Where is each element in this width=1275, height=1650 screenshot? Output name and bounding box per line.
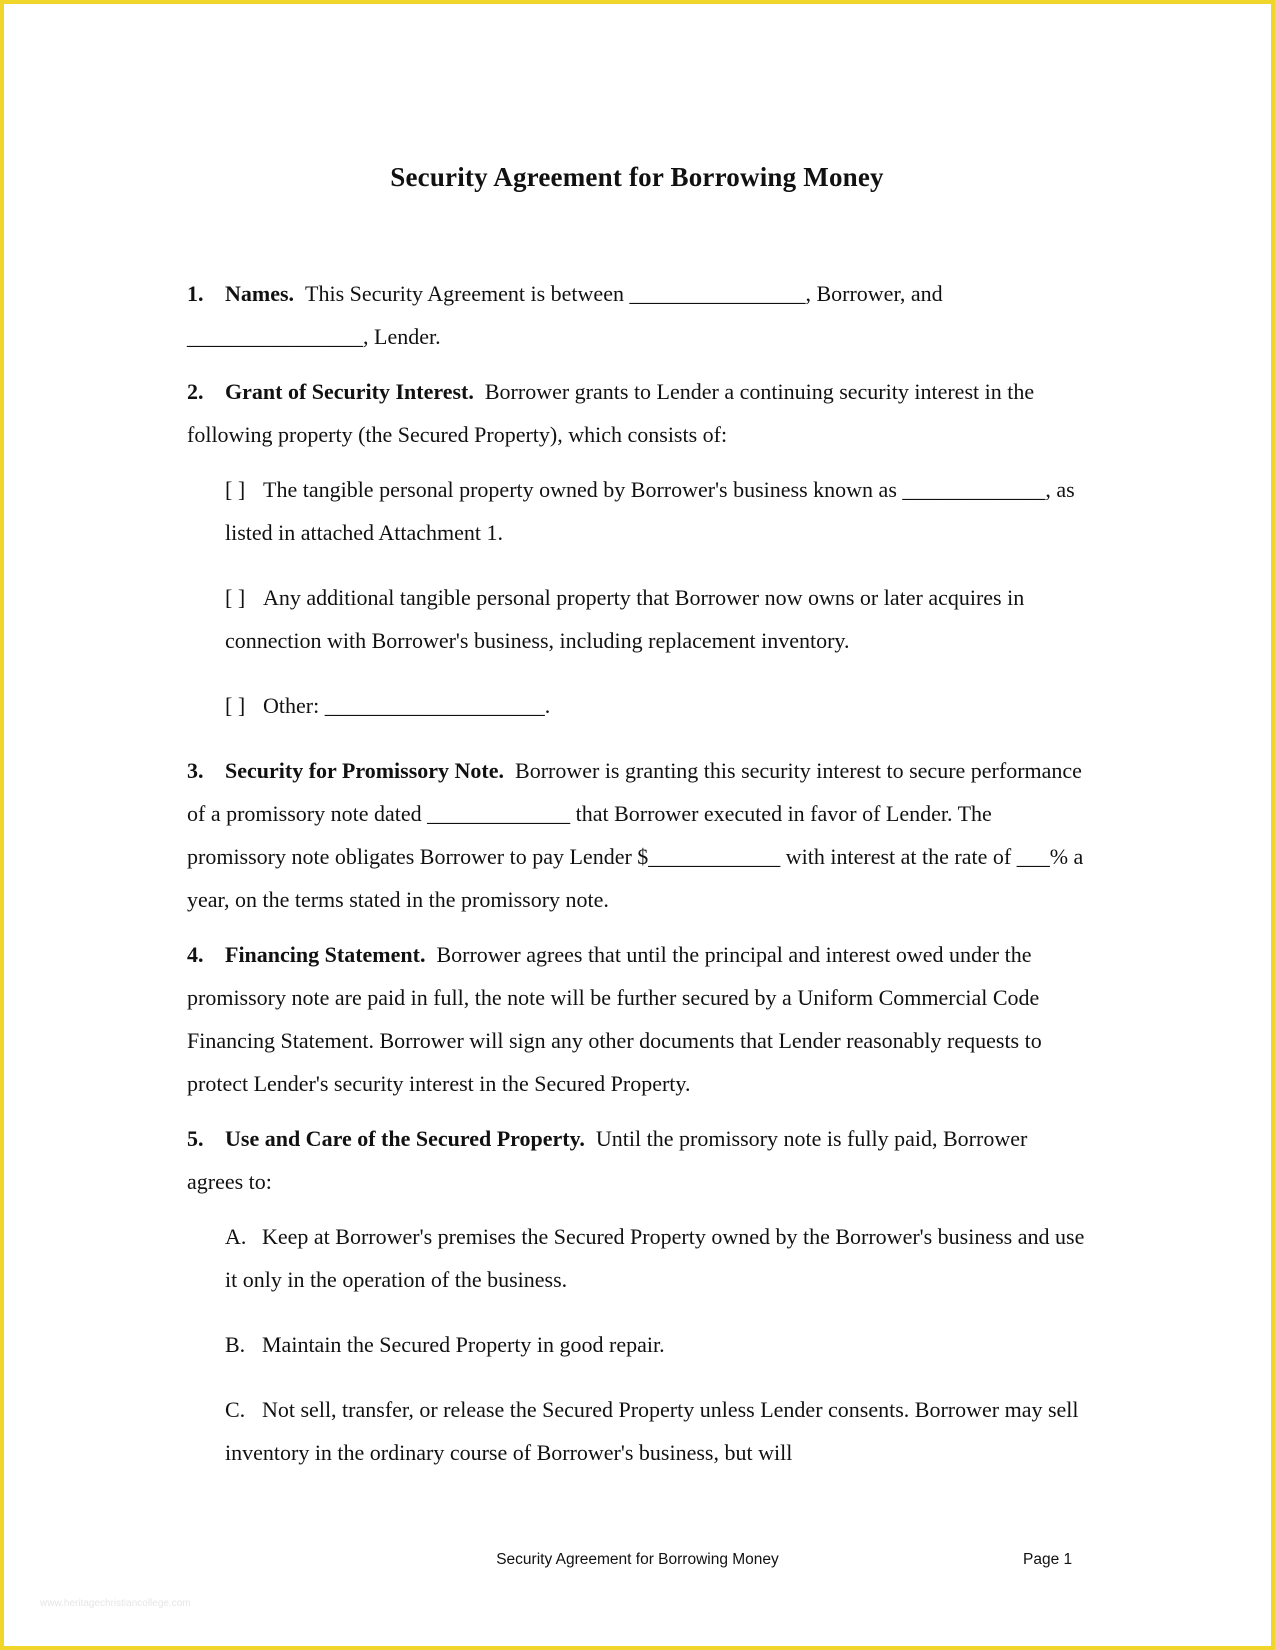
checkbox-placeholder: [ ]	[225, 477, 246, 502]
option-other	[225, 684, 1087, 727]
section-number: 5.	[187, 1126, 204, 1151]
list-item-text: Not sell, transfer, or release the Secured Property unless Lender consents. Borrower may sell inventory in the ordinary course of Borrower's business, but will	[225, 1397, 1079, 1465]
section-text: Until the promissory note is fully paid, Borrower agrees to:	[187, 1126, 1028, 1194]
section-number: 2.	[187, 379, 204, 404]
list-item-b	[225, 1323, 1087, 1366]
section-number: 3.	[187, 758, 204, 783]
list-item-letter: C.	[225, 1397, 246, 1422]
section-grant-of-security-interest	[187, 370, 1087, 456]
section-heading: Use and Care of the Secured Property.	[225, 1126, 585, 1151]
section-security-for-promissory-note	[187, 749, 1087, 921]
section-financing-statement	[187, 933, 1087, 1105]
footer-title: Security Agreement for Borrowing Money	[496, 1551, 779, 1568]
list-item-letter: A.	[225, 1224, 247, 1249]
page-number: Page 1	[1023, 1551, 1073, 1568]
option-text: The tangible personal property owned by Borrower's business known as _____________, as listed in attached Attachment 1.	[225, 477, 1075, 545]
list-item-text: Keep at Borrower's premises the Secured Property owned by the Borrower's business and use it only in the operation of the business.	[225, 1224, 1085, 1292]
section-heading: Grant of Security Interest.	[225, 379, 474, 404]
section-text: Borrower is granting this security interest to secure performance of a promissory note dated _____________ that Borrower executed in favor of Lender. The promissory note obligates Borrower to pay Lender $____________ with interest at the rate of ___% a year, on the terms stated in the promissory note.	[187, 758, 1084, 912]
document-body	[187, 150, 1087, 1496]
section-number: 4.	[187, 942, 204, 967]
section-use-and-care	[187, 1117, 1087, 1203]
option-text: Any additional tangible personal property that Borrower now owns or later acquires in connection with Borrower's business, including replacement inventory.	[225, 585, 1025, 653]
list-item-letter: B.	[225, 1332, 246, 1357]
checkbox-placeholder: [ ]	[225, 585, 246, 610]
document-title: Security Agreement for Borrowing Money	[390, 162, 884, 192]
section-heading: Security for Promissory Note.	[225, 758, 505, 783]
checkbox-placeholder: [ ]	[225, 693, 246, 718]
section-names	[187, 272, 1087, 358]
watermark-text: www.heritagechristiancollege.com	[40, 1598, 191, 1609]
section-text: This Security Agreement is between ________________, Borrower, and ________________, Lender.	[187, 281, 943, 349]
section-heading: Financing Statement.	[225, 942, 426, 967]
list-item-text: Maintain the Secured Property in good repair.	[262, 1332, 665, 1357]
section-heading: Names.	[225, 281, 295, 306]
option-tangible-property	[225, 468, 1087, 554]
section-text: Borrower grants to Lender a continuing security interest in the following property (the Secured Property), which consists of:	[187, 379, 1035, 447]
section-text: Borrower agrees that until the principal and interest owed under the promissory note are paid in full, the note will be further secured by a Uniform Commercial Code Financing Statement. Borrower will sign any other documents that Lender reasonably requests to protect Lender's security interest in the Secured Property.	[187, 942, 1042, 1096]
option-additional-property	[225, 576, 1087, 662]
section-number: 1.	[187, 281, 204, 306]
list-item-a	[225, 1215, 1087, 1301]
option-text: Other: ____________________.	[263, 693, 551, 718]
list-item-c	[225, 1388, 1087, 1474]
